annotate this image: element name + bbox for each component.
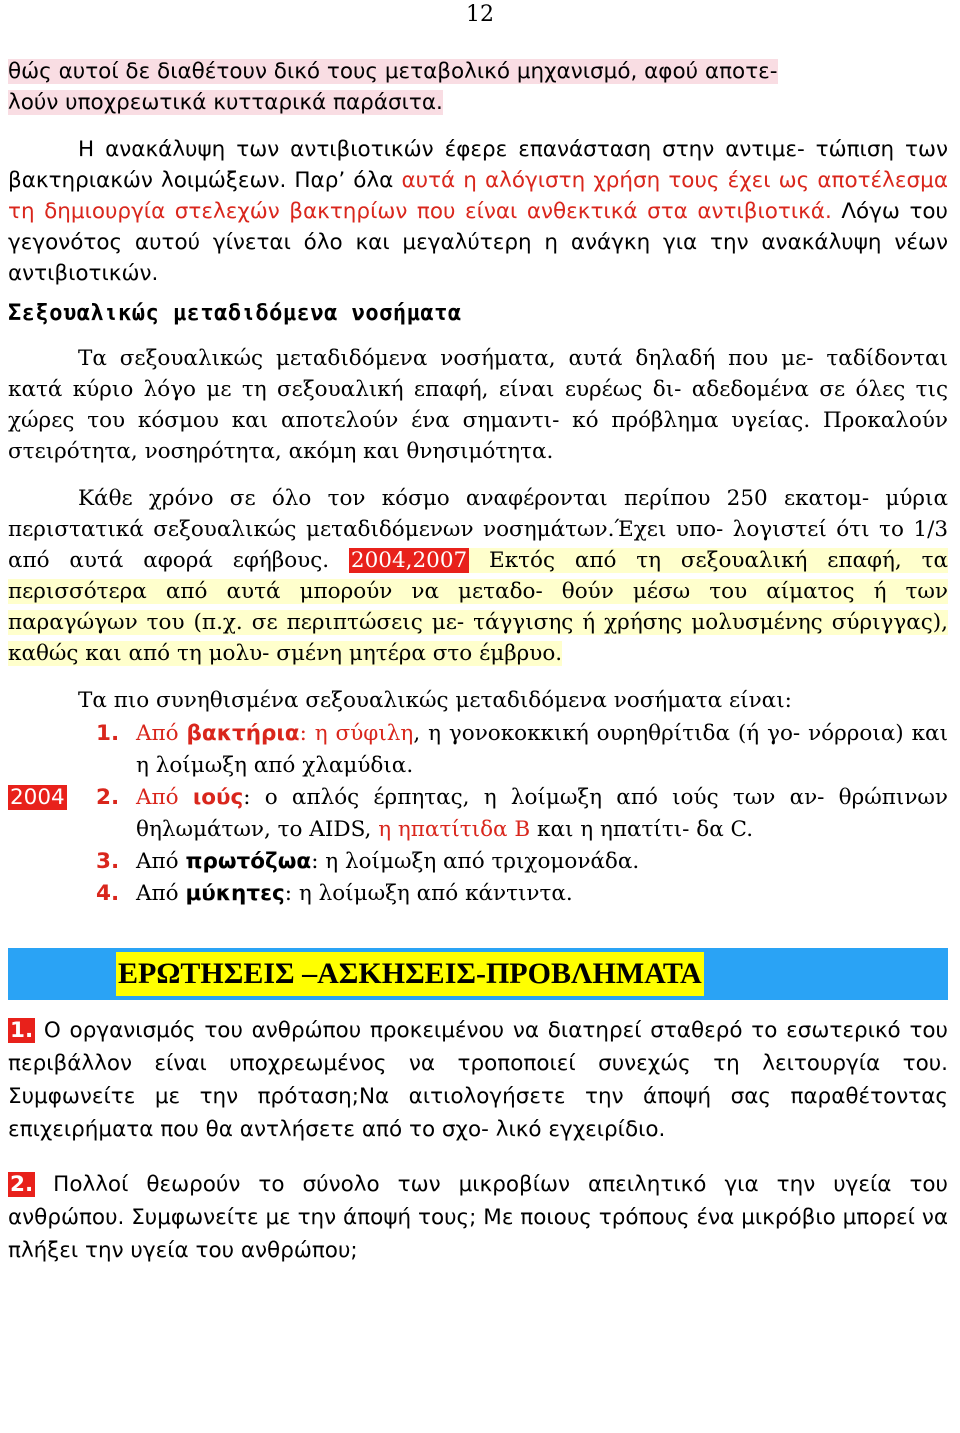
std-paragraph-1: Τα σεξουαλικώς μεταδιδόμενα νοσήματα, αυτά δηλαδή που με- ταδίδονται κατά κύριο λόγο με τη σεξουαλική επαφή, είναι ευρέως δι- αδεδομένα σε όλες τις χώρες του κόσμου και αποτελούν ένα σημαντι- κό πρόβλημα υγείας. Προκαλούν στειρότητα, νοσηρότητα, ακόμη και θνησιμότητα. [8,346,948,464]
list-item-rest: : η λοίμωξη από κάντιντα. [284,881,573,906]
list-item-text [136,878,948,910]
list-item-text [136,782,948,846]
list-item-kind: ιούς [192,785,244,810]
list-item [8,782,948,846]
list-item-apo: Από [136,849,186,874]
antibiotics-resistance-text: αυτά η αλόγιστη χρήση τους έχει ως αποτέλεσμα τη δημιουργία στελεχών βακτηρίων που είναι ανθεκτικά στα αντιβιοτικά. [8,168,949,224]
list-item-rest: ο απλός έρπητας, η λοίμωξη από ιούς των αν- θρώπινων θηλωμάτων, το AIDS, [136,785,949,842]
list-item-colon: : [299,721,307,746]
question-text: Πολλοί θεωρούν το σύνολο των μικροβίων απειλητικό για την υγεία του ανθρώπου. Συμφωνείτε με την άποψή τους; Με ποιους τρόπους ένα μικρόβιο μπορεί να πλήξει την υγεία του ανθρώπου; [8,1172,948,1263]
question-text: Ο οργανισμός του ανθρώπου προκειμένου να διατηρεί σταθερό το εσωτερικό του περιβάλλον είναι υποχρεωμένος να τροποποιεί συνεχώς τη λειτουργία του. Συμφωνείτε με την πρόταση;Να αιτιολογήσετε την άποψή σας παραθέτοντας επιχειρήματα που θα αντλήσετε από το σχο- λικό εγχειρίδιο. [8,1018,948,1142]
list-item-kind: πρωτόζωα [185,849,312,874]
list-item-year [8,782,96,846]
question-number: 2. [10,1172,34,1197]
list-item-apo: Από [136,785,193,810]
question-1 [8,1014,948,1146]
highlighted-text: Εκτός από τη σεξουαλική επαφή, τα περισσότερα από αυτά μπορούν να μεταδο- θούν μέσω του αίματος ή των παραγώγων του (π.χ. σε περιπτώσεις με- τάγγισης ή χρήσης μολυσμένης σύριγγας), καθώς και από τη μολυ- σμένη μητέρα στο έμβρυο. [8,548,948,666]
exam-year-tag: 2004 [10,785,65,810]
std-list [8,718,948,910]
list-item-rest: : η λοίμωξη από τριχομονάδα. [311,849,640,874]
list-item-year [8,846,96,878]
std-paragraph-2-text: Κάθε χρόνο σε όλο τον κόσμο αναφέρονται περίπου 250 εκατομ- μύρια περιστατικά σεξουαλικώς μεταδιδόμενων νοσημάτων.Έχει υπο- λογιστεί ότι το 1/3 από αυτά αφορά εφήβους. [8,486,948,573]
list-item-red: η σύφιλη [306,721,414,746]
list-item-rest: , η γονοκοκκική ουρηθρίτιδα (ή γο- νόρροια) και η λοίμωξη από χλαμύδια. [136,721,949,778]
list-item-text [136,718,948,782]
antibiotics-text-1: Η ανακάλυψη των αντιβιοτικών έφερε επανάσταση στην αντιμε- τώπιση των βακτηριακών λοιμώξεων. Παρ’ όλα [8,137,948,193]
list-intro: Τα πιο συνηθισμένα σεξουαλικώς μεταδιδόμενα νοσήματα είναι: [78,688,792,713]
intro-line-2: λούν υποχρεωτικά κυτταρικά παράσιτα. [8,90,443,115]
list-item-number: 2. [96,785,120,810]
list-item-apo: Από [136,881,186,906]
list-item-colon: : [243,785,251,810]
list-item-text [136,846,948,878]
question-2 [8,1168,948,1267]
list-item-year [8,718,96,782]
document-body [8,56,948,1267]
std-paragraph-2 [8,483,948,669]
list-item-rest: και η ηπατίτι- δα C. [530,817,754,842]
list-item [8,846,948,878]
list-item-number: 1. [96,721,120,746]
list-item-kind: μύκητες [185,881,285,906]
intro-line-1: θώς αυτοί δε διαθέτουν δικό τους μεταβολικό μηχανισμό, αφού αποτε- [8,59,778,84]
list-item-red: η ηπατίτιδα Β [378,817,531,842]
intro-paragraph [8,56,948,118]
questions-banner-title: ΕΡΩΤΗΣΕΙΣ –ΑΣΚΗΣΕΙΣ-ΠΡΟΒΛΗΜΑΤΑ [116,952,704,996]
antibiotics-text-2: Λόγω του γεγονότος αυτού γίνεται όλο και μεγαλύτερη η ανάγκη για την ανακάλυψη νέων αντιβιοτικών. [8,199,948,286]
question-number: 1. [10,1018,34,1043]
list-item-kind: βακτήρια [186,721,300,746]
list-item [8,718,948,782]
questions-banner [8,948,948,1000]
list-item-number: 4. [96,881,120,906]
list-item-number: 3. [96,849,120,874]
list-item [8,878,948,910]
section-heading: Σεξουαλικώς μεταδιδόμενα νοσήματα [8,301,462,326]
list-item-year [8,878,96,910]
antibiotics-paragraph [8,134,948,289]
exam-year-tag: 2004,2007 [350,548,468,573]
page-number: 12 [466,2,494,27]
list-item-apo: Από [136,721,187,746]
